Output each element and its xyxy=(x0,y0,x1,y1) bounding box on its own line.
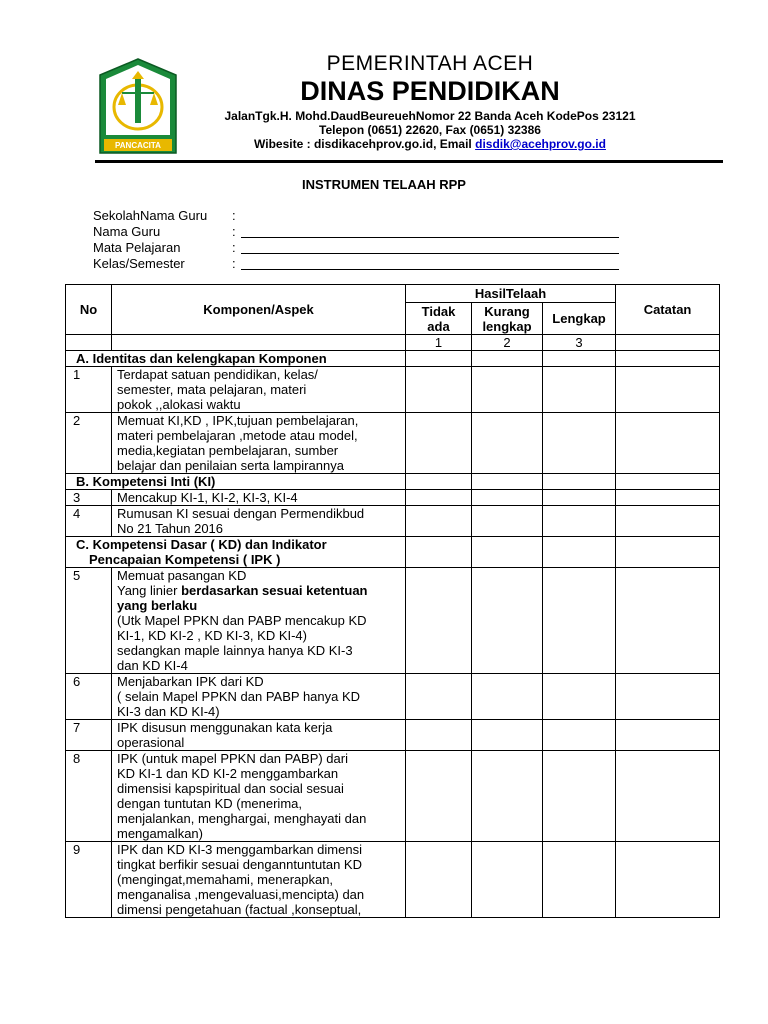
row-aspect xyxy=(112,842,406,918)
score-cell[interactable] xyxy=(406,720,472,751)
header-address: JalanTgk.H. Mohd.DaudBeureuehNomor 22 Banda Aceh KodePos 23121 xyxy=(224,109,636,123)
section-row xyxy=(66,474,720,490)
table-row xyxy=(66,751,720,842)
aspect-line: operasional xyxy=(117,735,185,750)
field-label-sekolah: SekolahNama Guru xyxy=(93,208,208,223)
aceh-emblem-logo xyxy=(94,57,182,157)
row-aspect xyxy=(112,720,406,751)
aspect-line: yang berlaku xyxy=(117,598,198,613)
row-number: 4 xyxy=(66,506,112,537)
row-number: 2 xyxy=(66,413,112,474)
row-aspect xyxy=(112,568,406,674)
aspect-line: dimensisi kapspiritual dan social sesuai xyxy=(117,781,344,796)
header-no: No xyxy=(66,285,112,335)
note-cell[interactable] xyxy=(616,674,720,720)
row-number: 3 xyxy=(66,490,112,506)
score-cell[interactable] xyxy=(543,413,616,474)
header-lengkap: Lengkap xyxy=(543,303,616,335)
cell xyxy=(543,537,616,568)
table-row xyxy=(66,367,720,413)
aspect-line: IPK (untuk mapel PPKN dan PABP) dari xyxy=(117,751,348,766)
score-cell[interactable] xyxy=(406,568,472,674)
aspect-line: No 21 Tahun 2016 xyxy=(117,521,224,536)
score-cell[interactable] xyxy=(543,674,616,720)
score-cell[interactable] xyxy=(543,490,616,506)
score-cell[interactable] xyxy=(472,674,543,720)
score-cell[interactable] xyxy=(406,674,472,720)
aspect-line: media,kegiatan pembelajaran, sumber xyxy=(117,443,339,458)
section-c-line: Pencapaian Kompetensi ( IPK ) xyxy=(89,552,281,567)
score-cell[interactable] xyxy=(543,720,616,751)
note-cell[interactable] xyxy=(616,842,720,918)
field-label-mata-pelajaran: Mata Pelajaran xyxy=(93,240,181,255)
cell xyxy=(472,474,543,490)
aspect-line: Rumusan KI sesuai dengan Permendikbud xyxy=(117,506,365,521)
score-number: 1 xyxy=(406,335,472,351)
aspect-line: menganalisa ,mengevaluasi,mencipta) dan xyxy=(117,887,365,902)
note-cell[interactable] xyxy=(616,506,720,537)
table-row xyxy=(66,506,720,537)
cell xyxy=(472,537,543,568)
aspect-line: IPK disusun menggunakan kata kerja xyxy=(117,720,333,735)
aspect-line: dimensi pengetahuan (factual ,konseptual, xyxy=(117,902,362,917)
row-number: 9 xyxy=(66,842,112,918)
aspect-line: Menjabarkan IPK dari KD xyxy=(117,674,264,689)
note-cell[interactable] xyxy=(616,413,720,474)
cell xyxy=(472,351,543,367)
score-cell[interactable] xyxy=(472,506,543,537)
score-cell[interactable] xyxy=(406,367,472,413)
score-cell[interactable] xyxy=(543,568,616,674)
score-cell[interactable] xyxy=(543,751,616,842)
row-number: 8 xyxy=(66,751,112,842)
header-divider xyxy=(95,160,723,163)
header-hasil-telaah: HasilTelaah xyxy=(406,285,616,303)
kelas-semester-blank[interactable] xyxy=(241,269,619,270)
cell xyxy=(406,474,472,490)
field-colon: : xyxy=(232,208,236,223)
score-cell[interactable] xyxy=(406,413,472,474)
aspect-line: pokok ,,alokasi waktu xyxy=(117,397,241,412)
aspect-line: dan KD KI-4 xyxy=(117,658,188,673)
header-catatan: Catatan xyxy=(616,285,720,335)
cell xyxy=(616,335,720,351)
aspect-line: tingkat berfikir sesuai denganntuntutan KD xyxy=(117,857,362,872)
aspect-line: ( selain Mapel PPKN dan PABP hanya KD xyxy=(117,689,361,704)
aspect-line: Memuat KI,KD , IPK,tujuan pembelajaran, xyxy=(117,413,359,428)
score-cell[interactable] xyxy=(406,490,472,506)
cell xyxy=(616,351,720,367)
score-cell[interactable] xyxy=(472,842,543,918)
aspect-line: menjalankan, menghargai, menghayati dan xyxy=(117,811,367,826)
row-aspect xyxy=(112,367,406,413)
aspect-line: Memuat pasangan KD xyxy=(117,568,247,583)
logo-banner-text: PANCACITA xyxy=(115,141,161,150)
score-cell[interactable] xyxy=(472,490,543,506)
row-number: 7 xyxy=(66,720,112,751)
note-cell[interactable] xyxy=(616,751,720,842)
cell xyxy=(543,474,616,490)
row-number: 5 xyxy=(66,568,112,674)
document-title: INSTRUMEN TELAAH RPP xyxy=(302,177,466,192)
header-phone: Telepon (0651) 22620, Fax (0651) 32386 xyxy=(319,123,541,137)
header-website xyxy=(195,137,665,151)
header-komponen: Komponen/Aspek xyxy=(112,285,406,335)
score-cell[interactable] xyxy=(472,720,543,751)
email-link[interactable]: disdik@acehprov.go.id xyxy=(475,137,606,151)
table-row xyxy=(66,720,720,751)
aspect-line: dengan tuntutan KD (menerima, xyxy=(117,796,302,811)
cell xyxy=(616,537,720,568)
score-cell[interactable] xyxy=(472,751,543,842)
score-number: 2 xyxy=(472,335,543,351)
aspect-line: Mencakup KI-1, KI-2, KI-3, KI-4 xyxy=(117,490,298,505)
row-aspect xyxy=(112,506,406,537)
aspect-line: (Utk Mapel PPKN dan PABP mencakup KD xyxy=(117,613,367,628)
table-row xyxy=(66,568,720,674)
aspect-line: KI-1, KD KI-2 , KD KI-3, KD KI-4) xyxy=(117,628,307,643)
header-government: PEMERINTAH ACEH xyxy=(326,52,534,75)
score-cell[interactable] xyxy=(406,751,472,842)
field-label-kelas-semester: Kelas/Semester xyxy=(93,256,185,271)
cell xyxy=(112,335,406,351)
note-cell[interactable] xyxy=(616,568,720,674)
website-text: Wibesite : disdikacehprov.go.id, Email xyxy=(254,137,476,151)
row-number: 1 xyxy=(66,367,112,413)
aspect-line: KD KI-1 dan KD KI-2 menggambarkan xyxy=(117,766,339,781)
cell xyxy=(616,474,720,490)
section-b-title: B. Kompetensi Inti (KI) xyxy=(66,474,406,490)
field-colon: : xyxy=(232,240,236,255)
note-cell[interactable] xyxy=(616,720,720,751)
cell xyxy=(543,351,616,367)
field-label-nama-guru: Nama Guru xyxy=(93,224,161,239)
aspect-line: (mengingat,memahami, menerapkan, xyxy=(117,872,334,887)
row-aspect xyxy=(112,413,406,474)
section-row xyxy=(66,351,720,367)
field-colon: : xyxy=(232,256,236,271)
score-cell[interactable] xyxy=(543,367,616,413)
table-row xyxy=(66,490,720,506)
section-a-title: A. Identitas dan kelengkapan Komponen xyxy=(66,351,406,367)
score-cell[interactable] xyxy=(543,842,616,918)
aspect-line: mengamalkan) xyxy=(117,826,203,841)
table-row xyxy=(66,413,720,474)
field-colon: : xyxy=(232,224,236,239)
header-tidak-ada: Tidak ada xyxy=(406,303,472,335)
section-row xyxy=(66,537,720,568)
section-c-title xyxy=(66,537,406,568)
note-cell[interactable] xyxy=(616,367,720,413)
note-cell[interactable] xyxy=(616,490,720,506)
aspect-line: KI-3 dan KD KI-4) xyxy=(117,704,220,719)
aspect-line: semester, mata pelajaran, materi xyxy=(117,382,307,397)
score-cell[interactable] xyxy=(472,367,543,413)
aspect-line: sedangkan maple lainnya hanya KD KI-3 xyxy=(117,643,353,658)
aspect-line: materi pembelajaran ,metode atau model, xyxy=(117,428,358,443)
cell xyxy=(66,335,112,351)
table-row xyxy=(66,674,720,720)
row-aspect xyxy=(112,490,406,506)
aspect-text-bold: berdasarkan sesuai ketentuan xyxy=(181,583,368,598)
score-number: 3 xyxy=(543,335,616,351)
score-cell[interactable] xyxy=(543,506,616,537)
header-agency: DINAS PENDIDIKAN xyxy=(300,76,560,106)
mata-pelajaran-blank[interactable] xyxy=(241,253,619,254)
table-row xyxy=(66,842,720,918)
aspect-line xyxy=(117,583,400,598)
nama-guru-blank[interactable] xyxy=(241,237,619,238)
score-cell[interactable] xyxy=(472,568,543,674)
aspect-line: belajar dan penilaian serta lampirannya xyxy=(117,458,344,473)
aspect-line: IPK dan KD KI-3 menggambarkan dimensi xyxy=(117,842,362,857)
row-aspect xyxy=(112,674,406,720)
row-number: 6 xyxy=(66,674,112,720)
table-number-row xyxy=(66,335,720,351)
score-cell[interactable] xyxy=(472,413,543,474)
table-header-row xyxy=(66,285,720,303)
score-cell[interactable] xyxy=(406,842,472,918)
section-c-line: C. Kompetensi Dasar ( KD) dan Indikator xyxy=(76,537,327,552)
aspect-line: Terdapat satuan pendidikan, kelas/ xyxy=(117,367,318,382)
cell xyxy=(406,351,472,367)
row-aspect xyxy=(112,751,406,842)
header-kurang-lengkap: Kurang lengkap xyxy=(472,303,543,335)
review-table xyxy=(65,284,720,918)
aspect-text: Yang linier xyxy=(117,583,182,598)
score-cell[interactable] xyxy=(406,506,472,537)
cell xyxy=(406,537,472,568)
